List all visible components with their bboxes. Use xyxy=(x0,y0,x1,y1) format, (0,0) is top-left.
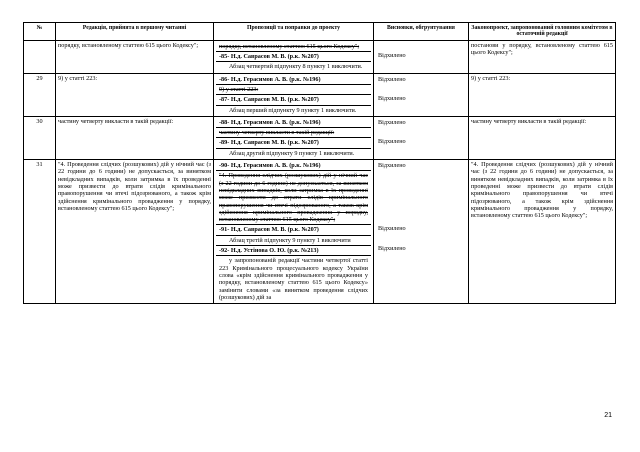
header-proposals: Пропозиції та поправки до проекту xyxy=(214,23,374,41)
conclusion-text xyxy=(376,147,466,157)
conclusion-text xyxy=(376,42,466,51)
amendment-author: -90- Н.д. Герасимов А. В. (р.к. №196) xyxy=(219,162,321,170)
table-header-row xyxy=(24,23,616,41)
amendment-text: Абзац перший підпункту 9 пункту 1 виключити. xyxy=(216,105,371,115)
amendment-text: у запропонованій редакції частини четвертої статті 223 Кримінального процесуального кодексу України слова «крім здійснення кримінального провадження у порядку, встановленому статтею 615 цього Кодексу» замінити словами «за винятком проведення слідчих (розшукових) дій за xyxy=(216,255,371,302)
proposals-cell xyxy=(214,160,374,304)
amendment-author: -89- Н.д. Саврасов М. В. (р.к. №207) xyxy=(216,137,371,147)
proposals-cell xyxy=(214,116,374,159)
page-number: 21 xyxy=(604,412,612,419)
table-row xyxy=(24,116,616,159)
conclusion-text xyxy=(376,61,466,71)
final-version-text: постанови у порядку, встановленому статтею 615 цього Кодексу"; xyxy=(469,40,616,73)
conclusion-text: Відхилено xyxy=(378,51,406,59)
header-final-version: Законопроект, запропонований головним комітетом в остаточній редакції xyxy=(469,23,616,41)
row-number: 30 xyxy=(24,116,56,159)
amendment-author: -88- Н.д. Герасимов А. В. (р.к. №196) xyxy=(219,118,321,126)
table-row xyxy=(24,160,616,304)
conclusion-text: Відхилено xyxy=(378,94,406,102)
amendment-author: -87- Н.д. Саврасов М. В. (р.к. №207) xyxy=(216,94,371,104)
row-number xyxy=(24,40,56,73)
conclusion-text: Відхилено xyxy=(378,245,406,253)
amendment-author: -92- Н.д. Устінова О. Ю. (р.к. №213) xyxy=(216,245,371,255)
final-version-text: частину четверту викласти в такій редакції: xyxy=(469,116,616,159)
table-row xyxy=(24,40,616,73)
conclusion-text xyxy=(376,170,466,224)
header-number: № xyxy=(24,23,56,41)
amendment-text: Абзац четвертий підпункту 8 пункту 1 виключити. xyxy=(216,61,371,71)
conclusion-text: Відхилено xyxy=(378,137,406,145)
table-row xyxy=(24,73,616,116)
conclusion-text: Відхилено xyxy=(378,225,406,233)
first-reading-text: частину четверту викласти в такій редакції: xyxy=(56,116,214,159)
struck-text: порядку, встановленому статтею 615 цього Кодексу"; xyxy=(219,42,360,50)
first-reading-text: 9) у статті 223: xyxy=(56,73,214,116)
proposals-cell xyxy=(214,40,374,73)
proposals-cell xyxy=(214,73,374,116)
conclusions-cell xyxy=(374,116,469,159)
amendment-text: Абзац третій підпункту 9 пункту 1 виключити xyxy=(216,235,371,245)
amendment-author: -85- Н.д. Саврасов М. В. (р.к. №207) xyxy=(216,51,371,61)
conclusion-text xyxy=(376,234,466,244)
comparison-table xyxy=(23,22,616,304)
conclusion-text: Відхилено xyxy=(378,162,406,170)
conclusion-text xyxy=(376,104,466,114)
conclusions-cell xyxy=(374,160,469,304)
header-conclusions: Висновки, обгрунтування xyxy=(374,23,469,41)
row-number: 31 xyxy=(24,160,56,304)
conclusions-cell xyxy=(374,73,469,116)
amendment-text: Абзац другий підпункту 9 пункту 1 виключити. xyxy=(216,148,371,158)
final-version-text: "4. Проведення слідчих (розшукових) дій у нічний час (з 22 години до 6 години) не допускається, за винятком невідкладних випадків, коли затримка в їх проведенні може призвести до втрати слідів кримінального правопорушення чи втечі підозрюваного, а також крім здійснення кримінального провадження у порядку, встановленому статтею 615 цього Кодексу"; xyxy=(469,160,616,304)
header-first-reading: Редакція, прийнята в першому читанні xyxy=(56,23,214,41)
struck-text: 9) у статті 223: xyxy=(216,84,371,94)
struck-text: "4. Проведення слідчих (розшукових) дій у нічний час (з 22 години до 6 години) не допускається, за винятком невідкладних випадків, коли затримка в їх проведенні може призвести до втрати слідів кримінального правопорушення чи втечі підозрюваного, а також крім здійснення кримінального провадження у порядку, встановленому статтею 615 цього Кодексу"; xyxy=(216,170,371,224)
conclusion-text xyxy=(376,84,466,94)
conclusion-text: Відхилено xyxy=(378,75,406,83)
first-reading-text: "4. Проведення слідчих (розшукових) дій у нічний час (з 22 години до 6 години) не допускається, за винятком невідкладних випадків, коли затримка в їх проведенні може призвести до втрати слідів кримінального правопорушення чи втечі підозрюваного, а також крім здійснення кримінального провадження у порядку, встановленому статтею 615 цього Кодексу"; xyxy=(56,160,214,304)
final-version-text: 9) у статті 223: xyxy=(469,73,616,116)
conclusion-text xyxy=(376,254,466,301)
row-number: 29 xyxy=(24,73,56,116)
first-reading-text: порядку, встановленому статтею 615 цього Кодексу"; xyxy=(56,40,214,73)
conclusion-text: Відхилено xyxy=(378,118,406,126)
conclusions-cell xyxy=(374,40,469,73)
struck-text: частину четверту викласти в такій редакції: xyxy=(216,127,371,137)
amendment-author: -86- Н.д. Герасимов А. В. (р.к. №196) xyxy=(219,75,321,83)
conclusion-text xyxy=(376,127,466,137)
amendment-author: -91- Н.д. Саврасов М. В. (р.к. №207) xyxy=(216,224,371,234)
